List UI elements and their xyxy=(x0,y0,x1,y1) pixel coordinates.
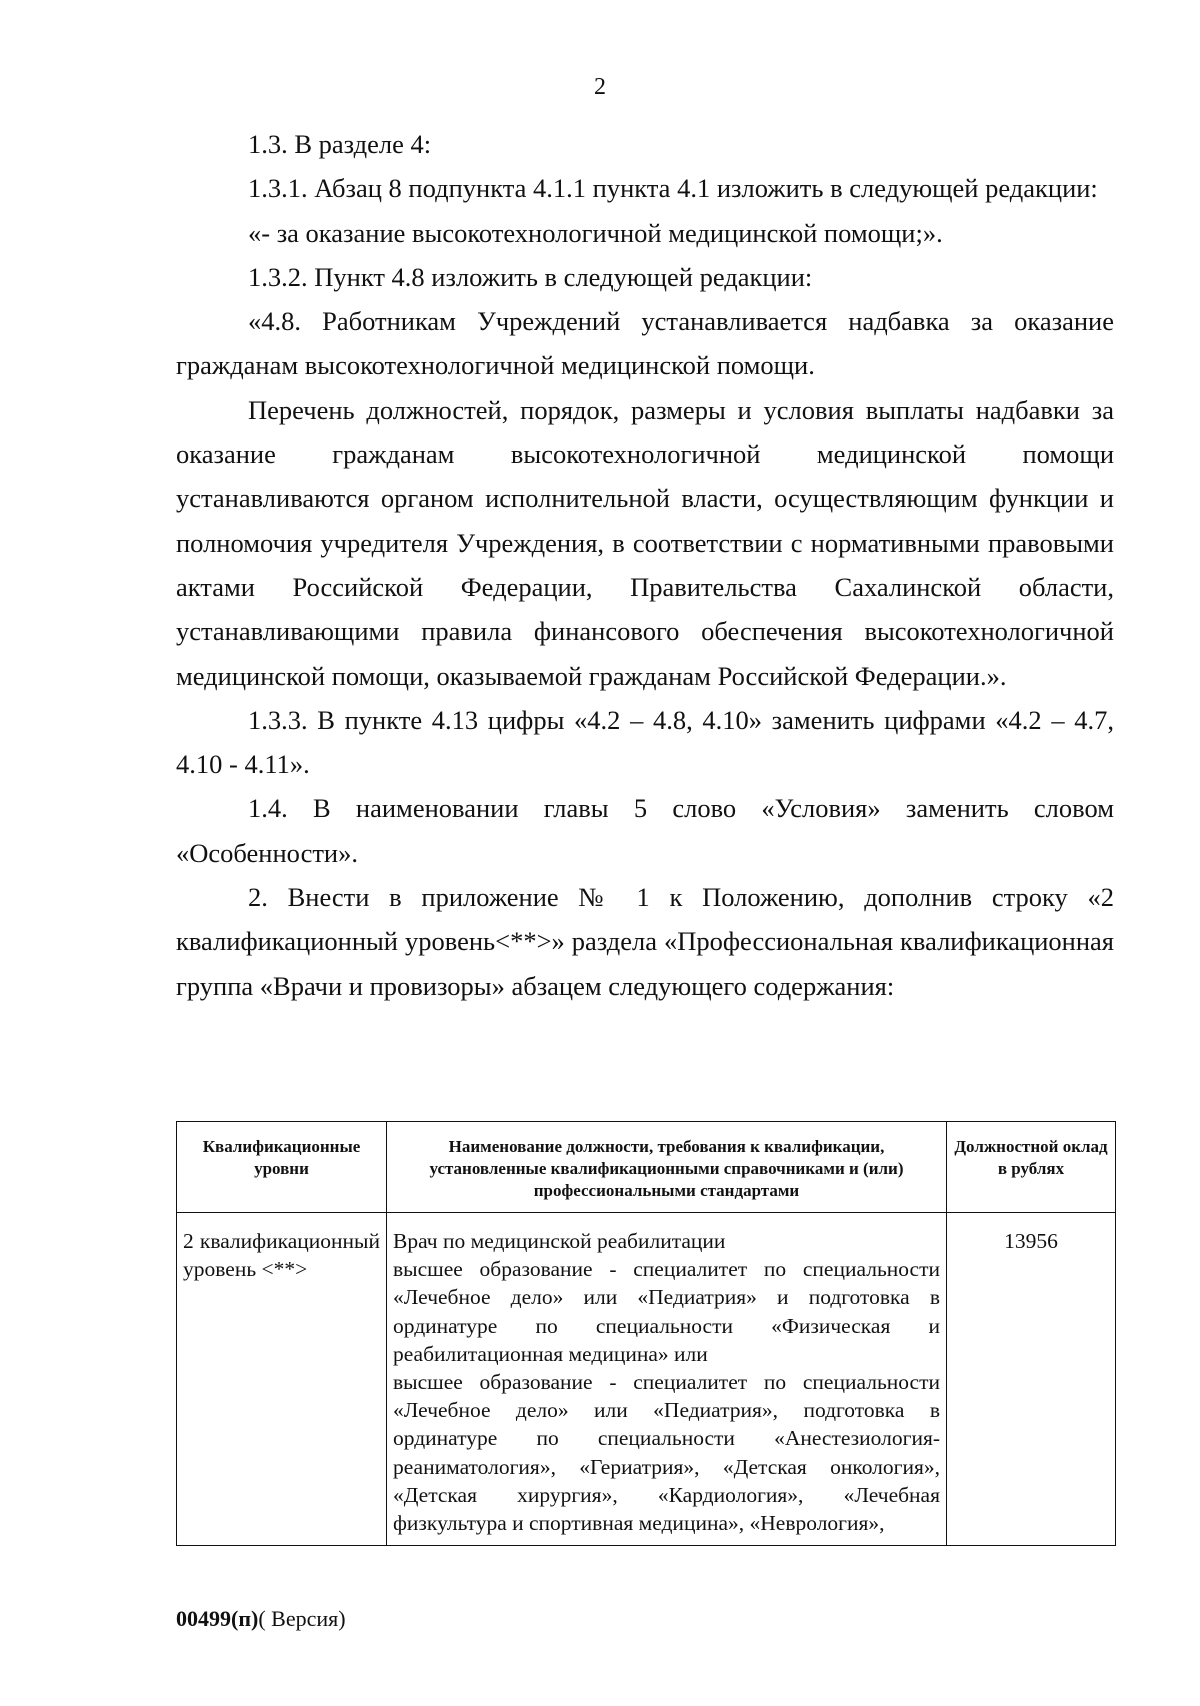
position-title: Врач по медицинской реабилитации xyxy=(393,1229,726,1253)
position-requirements-2: высшее образование - специалитет по специальности «Лечебное дело» или «Педиатрия», подготовка в ординатуре по специальности «Анестезиология-реаниматология», «Гериатрия», «Детская онкология», «Детская хирургия», «Кардиология», «Лечебная физкультура и спортивная медицина», «Неврология», xyxy=(393,1370,940,1536)
header-salary: Должностной оклад в рублях xyxy=(947,1122,1116,1213)
paragraph-list-of-positions: Перечень должностей, порядок, размеры и условия выплаты надбавки за оказание гражданам высокотехнологичной медицинской помощи устанавливаются органом исполнительной власти, осуществляющим функции и полномочия учредителя Учреждения, в соответствии с нормативными правовыми актами Российской Федерации, Правительства Сахалинской области, устанавливающими правила финансового обеспечения высокотехнологичной медицинской помощи, оказываемой гражданам Российской Федерации.». xyxy=(176,394,1114,691)
table-row xyxy=(177,1213,1116,1546)
page-number: 2 xyxy=(594,74,606,100)
paragraph-1-3-2: 1.3.2. Пункт 4.8 изложить в следующей редакции: xyxy=(248,261,813,292)
cell-position-description xyxy=(387,1213,947,1546)
document-footer xyxy=(176,1606,346,1632)
document-version: ( Версия) xyxy=(258,1606,346,1631)
header-position: Наименование должности, требования к квалификации, установленные квалификационными справочниками и (или) профессиональными стандартами xyxy=(387,1122,947,1213)
paragraph-2: 2. Внести в приложение № 1 к Положению, дополнив строку «2 квалификационный уровень<**>» раздела «Профессиональная квалификационная группа «Врачи и провизоры» абзацем следующего содержания: xyxy=(176,882,1114,1001)
document-code: 00499(п) xyxy=(176,1606,259,1631)
paragraph-1-4: 1.4. В наименовании главы 5 слово «Условия» заменить словом «Особенности». xyxy=(176,793,1114,868)
paragraph-1-3-3: 1.3.3. В пункте 4.13 цифры «4.2 – 4.8, 4.10» заменить цифрами «4.2 – 4.7, 4.10 - 4.11». xyxy=(176,704,1114,780)
header-levels: Квалификационные уровни xyxy=(177,1122,387,1213)
position-requirements-1: высшее образование - специалитет по специальности «Лечебное дело» или «Педиатрия» и подготовка в ординатуре по специальности «Физическая и реабилитационная медицина» или xyxy=(393,1257,940,1366)
cell-salary: 13956 xyxy=(947,1213,1116,1546)
paragraph-quote-1: «- за оказание высокотехнологичной медицинской помощи;». xyxy=(248,217,943,248)
paragraph-1-3: 1.3. В разделе 4: xyxy=(248,129,432,159)
qualification-table xyxy=(176,1121,1116,1546)
paragraph-quote-4-8: «4.8. Работникам Учреждений устанавливается надбавка за оказание гражданам высокотехнологичной медицинской помощи. xyxy=(176,306,1114,381)
cell-qualification-level: 2 квалификационный уровень <**> xyxy=(177,1213,387,1546)
table-header-row xyxy=(177,1122,1116,1213)
paragraph-1-3-1: 1.3.1. Абзац 8 подпункта 4.1.1 пункта 4.1 изложить в следующей редакции: xyxy=(248,173,1098,204)
document-body xyxy=(176,122,1114,1008)
